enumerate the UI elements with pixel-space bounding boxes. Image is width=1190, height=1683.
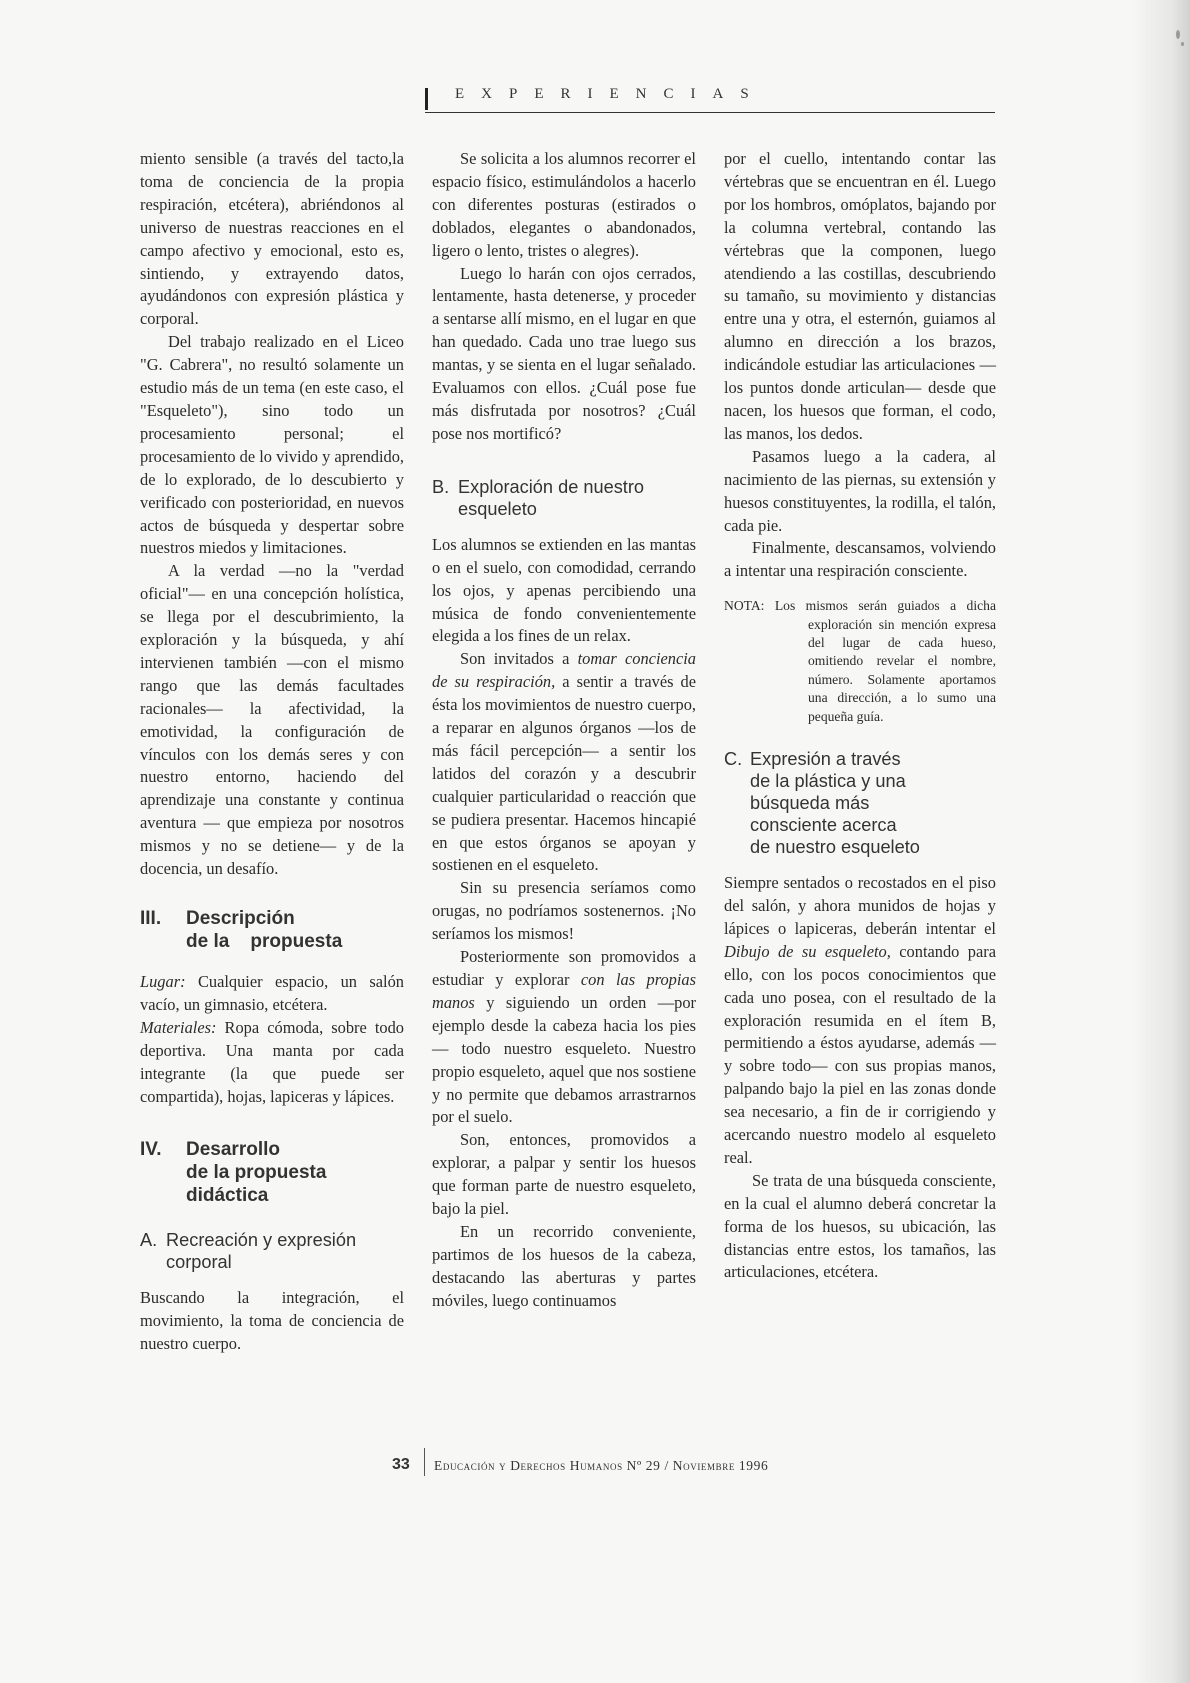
paragraph: Finalmente, descansamos, volviendo a intentar una respiración consciente.: [724, 538, 996, 581]
column-1: [140, 148, 404, 1356]
text-run: Siempre sentados o recostados en el piso del salón, y ahora munidos de hojas y lápices o lapiceras, deberán intentar el: [724, 873, 996, 938]
heading-letter: A.: [140, 1230, 158, 1251]
paragraph-lugar: [140, 971, 404, 1017]
heading-line: consciente acerca: [750, 815, 897, 836]
publication-info: Educación y Derechos Humanos Nº 29 / Noviembre 1996: [434, 1458, 769, 1473]
paragraph-materiales: [140, 1017, 404, 1109]
scan-speck: [1181, 42, 1184, 46]
paragraph: Los alumnos se extienden en las mantas o en el suelo, con comodidad, cerrando los ojos, y apenas percibiendo una música de fondo convenientemente elegida a los fines de un relax.: [432, 534, 696, 646]
paragraph: Son, entonces, promovidos a explorar, a palpar y sentir los huesos que forman parte de nuestro esqueleto, bajo la piel.: [432, 1130, 696, 1219]
heading-number: IV.: [140, 1139, 162, 1161]
paragraph: Luego lo harán con ojos cerrados, lentamente, hasta detenerse, y proceder a sentarse allí mismo, en el lugar en que han quedado. Cada uno trae luego sus mantas, y se sienta en el lugar señalado. Evaluamos con ellos. ¿Cuál pose fue más disfrutada por nosotros? ¿Cuál pose nos mortificó?: [432, 263, 696, 443]
section-heading-iii: [140, 907, 404, 953]
paragraph: [432, 946, 696, 1129]
emphasis: tomar conciencia de su respiración,: [432, 649, 697, 692]
heading-line: de la propuesta: [186, 1162, 327, 1184]
paragraph: por el cuello, intentando contar las vértebras que se encuentran en él. Luego por los hombros, omóplatos, bajando por la columna vertebral, contando las vértebras que la componen, luego atendiendo a las costillas, descubriendo su tamaño, su movimiento y distancias entre una y otra, el esternón, guiamos al alumno en dirección a los brazos, indicándole estudiar las articulaciones —los puntos donde articulan— desde que nacen, los huesos que forman, el codo, las manos, los dedos.: [724, 149, 996, 443]
heading-number: III.: [140, 908, 162, 929]
subsection-heading-c: [724, 748, 996, 858]
heading-line: Exploración de nuestro: [458, 476, 645, 497]
section-kicker: EXPERIENCIAS: [455, 86, 766, 102]
paragraph: Se trata de una búsqueda consciente, en la cual el alumno deberá concretar la forma de los huesos, su ubicación, las distancias entre estos, los tamaños, las articulaciones, etcétera.: [724, 1170, 996, 1282]
heading-line: Desarrollo: [186, 1139, 280, 1161]
page-footer: [392, 1456, 992, 1482]
emphasis: con las propias manos: [432, 970, 696, 1012]
section-header: [425, 84, 995, 113]
paragraph: Buscando la integración, el movimiento, la toma de conciencia de nuestro cuerpo.: [140, 1288, 404, 1354]
heading-line: búsqueda más: [750, 793, 870, 814]
paragraph: [724, 872, 996, 1170]
heading-line: de la plástica y una: [750, 771, 906, 792]
heading-line: Expresión a través: [750, 749, 901, 770]
heading-line: Descripción: [186, 908, 295, 929]
text-run: a sentir a través de ésta los movimientos de nuestro cuerpo, a reparar en algunos órganos —los de más fácil percepción— a sentir los latidos del corazón y a descubrir cualquier particularidad o reacción que se pudiera presentar. Hacemos hincapié en que estos órganos se apoyan y sostienen en el esqueleto.: [432, 672, 696, 875]
text-run: y siguiendo un orden —por ejemplo desde la cabeza hacia los pies— todo nuestro esqueleto. Nuestro propio esqueleto, aquel que nos sostiene y no permite que debamos arrastrarnos por el suelo.: [432, 992, 697, 1127]
page-edge-shadow: [1130, 0, 1190, 1683]
paragraph: miento sensible (a través del tacto,la toma de conciencia de la propia respiración, etcétera), abriéndonos al universo de nuestras reacciones en el campo afectivo y emocional, esto es, sintiendo, y extrayendo datos, ayudándonos con expresión plástica y corporal.: [140, 149, 404, 329]
paragraph: Sin su presencia seríamos como orugas, no podríamos sostenernos. ¡No seríamos los mismos!: [432, 878, 696, 944]
lugar-text: Cualquier espacio, un salón vacío, un gimnasio, etcétera.: [140, 972, 404, 1014]
text-run: Son invitados a: [460, 649, 578, 669]
label-materiales: Materiales:: [140, 1017, 217, 1037]
column-3: [724, 148, 996, 1284]
heading-letter: B.: [432, 476, 450, 497]
subsection-heading-a: [140, 1229, 404, 1273]
heading-line: de nuestro esqueleto: [750, 837, 920, 858]
heading-line: didáctica: [186, 1185, 269, 1207]
page-number: 33: [392, 1456, 410, 1473]
section-heading-iv: [140, 1138, 404, 1207]
footer-divider: [424, 1448, 425, 1476]
text-run: Posteriormente son promovidos a estudiar y explorar: [432, 947, 696, 989]
heading-letter: C.: [724, 749, 743, 770]
heading-line: Recreación y expresión: [166, 1230, 357, 1251]
paragraph: Se solicita a los alumnos recorrer el espacio físico, estimulándolos a hacerlo con diferentes posturas (estirados o doblados, elegantes o abandonados, ligero o lento, tristes o alegres).: [432, 149, 696, 260]
note: NOTA: Los mismos serán guiados a dicha exploración sin mención expresa del lugar de cada hueso, omitiendo revelar el nombre, número. Solamente aportamos una dirección, a lo sumo una pequeña guía.: [724, 598, 996, 724]
scan-speck: [1176, 30, 1180, 39]
paragraph: Pasamos luego a la cadera, al nacimiento de las piernas, su extensión y huesos constituyentes, la rodilla, el talón, cada pie.: [724, 446, 996, 535]
paragraph: En un recorrido conveniente, partimos de los huesos de la cabeza, destacando las aberturas y partes móviles, luego continuamos: [432, 1221, 696, 1310]
materiales-text: Ropa cómoda, sobre todo deportiva. Una manta por cada integrante (la que puede ser compartida), hojas, lapiceras y lápices.: [140, 1017, 404, 1106]
paragraph: Del trabajo realizado en el Liceo "G. Cabrera", no resultó solamente un estudio más de un tema (en este caso, el "Esqueleto"), sino todo un procesamiento personal; el procesamiento de lo vivido y aprendido, de lo explorado, de lo descubierto y verificado con posterioridad, en nuevos actos de búsqueda y despertar sobre nuestros miedos y limitaciones.: [140, 332, 405, 558]
heading-line: de la propuesta: [186, 931, 343, 952]
emphasis: Dibujo de su esqueleto,: [724, 941, 891, 961]
paragraph: [432, 648, 696, 877]
heading-line: esqueleto: [458, 498, 537, 519]
text-run: contando para ello, con los pocos conocimientos que cada uno posea, con el resultado de la exploración resumida en el ítem B, permitiendo a éstos ayudarse, además —y sobre todo— con sus propias manos, palpando bajo la piel en las zonas donde sea necesario, a fin de ir corrigiendo y acercando nuestro modelo al esqueleto real.: [724, 941, 996, 1167]
subsection-heading-b: [432, 476, 696, 520]
heading-line: corporal: [166, 1252, 232, 1273]
header-bar: [425, 88, 428, 110]
paragraph: A la verdad —no la "verdad oficial"— en una concepción holística, se llega por el descubrimiento, la exploración y la búsqueda, y ahí intervienen también —con el mismo rango que las demás facultades racionales— la afectividad, la emotividad, la configuración de vínculos con los demás seres y con nuestro entorno, haciendo del aprendizaje una constante y continua aventura — que empieza por nosotros mismos y no se detiene— y de la docencia, un desafío.: [140, 561, 404, 879]
column-2: [432, 148, 696, 1313]
label-lugar: Lugar:: [140, 972, 186, 991]
